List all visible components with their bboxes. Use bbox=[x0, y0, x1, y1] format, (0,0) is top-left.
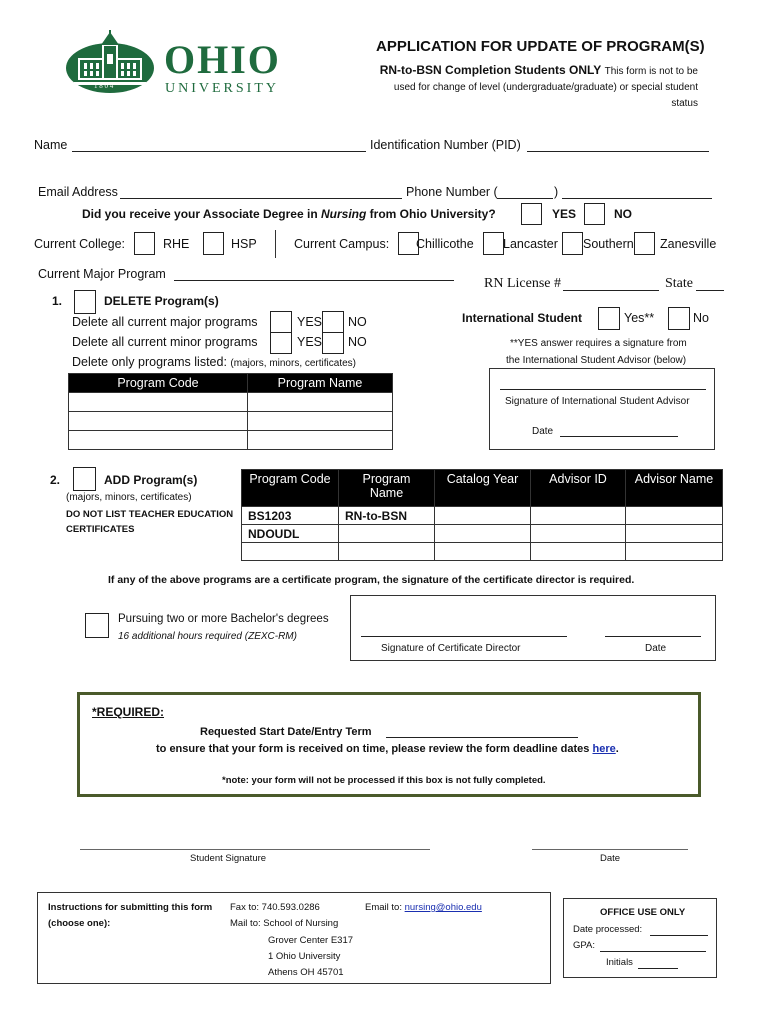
instructions-title-1: Instructions for submitting this form bbox=[48, 902, 213, 913]
office-gpa-field[interactable] bbox=[600, 951, 706, 952]
delete-listed-label bbox=[72, 355, 356, 369]
add-cell[interactable] bbox=[435, 525, 531, 543]
delete-major-no-checkbox[interactable] bbox=[322, 311, 344, 333]
add-number: 2. bbox=[50, 473, 61, 487]
add-cell[interactable] bbox=[242, 543, 339, 561]
mail-line-3: 1 Ohio University bbox=[268, 951, 341, 962]
add-cell[interactable] bbox=[339, 543, 435, 561]
delete-minor-yes: YES bbox=[297, 335, 323, 349]
college-divider bbox=[275, 230, 276, 258]
required-box bbox=[77, 692, 701, 797]
add-cell[interactable] bbox=[531, 507, 626, 525]
college-rhe-label: RHE bbox=[163, 237, 190, 251]
college-hsp-checkbox[interactable] bbox=[203, 232, 224, 255]
deadline-message: to ensure that your form is received on time, please review the form deadline dates bbox=[156, 743, 590, 755]
mail-line-1: Mail to: School of Nursing bbox=[230, 918, 339, 929]
assoc-post: from Ohio University? bbox=[366, 207, 496, 221]
phone-label: Phone Number ( bbox=[406, 185, 498, 199]
assoc-em: Nursing bbox=[320, 207, 367, 221]
add-cell[interactable] bbox=[435, 507, 531, 525]
add-col-advisor-id: Advisor ID bbox=[531, 470, 626, 507]
logo-ohio: OHIO bbox=[164, 37, 281, 82]
add-cell[interactable] bbox=[626, 543, 723, 561]
email-field[interactable] bbox=[120, 198, 402, 199]
mail-line-2: Grover Center E317 bbox=[268, 935, 354, 946]
campus-zanesville-label: Zanesville bbox=[660, 237, 717, 251]
add-col-catalog: Catalog Year bbox=[435, 470, 531, 507]
name-field[interactable] bbox=[72, 151, 366, 152]
cert-date-line[interactable] bbox=[605, 636, 701, 637]
campus-chillicothe-label: Chillicothe bbox=[416, 237, 474, 251]
assoc-no-label: NO bbox=[614, 207, 632, 221]
intl-date-label: Date bbox=[532, 426, 554, 437]
delete-cell[interactable] bbox=[248, 393, 393, 412]
start-label: Requested Start Date/Entry Term bbox=[200, 726, 372, 738]
campus-southern-label: Southern bbox=[583, 237, 634, 251]
two-degrees-checkbox[interactable] bbox=[85, 613, 109, 638]
campus-label: Current Campus: bbox=[294, 237, 390, 251]
add-cell[interactable]: NDOUDL bbox=[242, 525, 339, 543]
rn-license-field[interactable] bbox=[563, 290, 659, 291]
delete-heading: DELETE Program(s) bbox=[104, 294, 219, 308]
rn-license-label: RN License # bbox=[484, 276, 561, 291]
add-cell[interactable]: RN-to-BSN bbox=[339, 507, 435, 525]
add-col-advisor-name: Advisor Name bbox=[626, 470, 723, 507]
student-signature-label: Student Signature bbox=[190, 853, 267, 864]
international-yes: Yes** bbox=[624, 311, 655, 325]
state-field[interactable] bbox=[696, 290, 724, 291]
delete-col-name: Program Name bbox=[248, 374, 393, 393]
cert-signature-line[interactable] bbox=[361, 636, 567, 637]
logo-university: UNIVERSITY bbox=[165, 81, 279, 96]
delete-cell[interactable] bbox=[248, 412, 393, 431]
office-initials-field[interactable] bbox=[638, 968, 678, 969]
international-note-2: the International Student Advisor (below) bbox=[506, 355, 687, 366]
campus-southern-checkbox[interactable] bbox=[562, 232, 583, 255]
add-checkbox[interactable] bbox=[73, 467, 96, 491]
cert-signature-box bbox=[350, 595, 716, 661]
student-signature-line[interactable] bbox=[80, 849, 430, 850]
international-note-1: **YES answer requires a signature from bbox=[510, 338, 687, 349]
delete-major-yes-checkbox[interactable] bbox=[270, 311, 292, 333]
add-col-code: Program Code bbox=[242, 470, 339, 507]
delete-minor-yes-checkbox[interactable] bbox=[270, 332, 292, 354]
phone-number-field[interactable] bbox=[562, 198, 712, 199]
add-heading: ADD Program(s) bbox=[104, 473, 198, 487]
logo-year: 1 8 0 4 bbox=[94, 82, 114, 90]
add-cell[interactable] bbox=[626, 525, 723, 543]
student-date-label: Date bbox=[600, 853, 621, 864]
delete-listed-note: (majors, minors, certificates) bbox=[230, 358, 356, 369]
student-date-line[interactable] bbox=[532, 849, 688, 850]
campus-lancaster-label: Lancaster bbox=[503, 237, 558, 251]
office-initials: Initials bbox=[606, 957, 633, 968]
intl-date-line[interactable] bbox=[560, 436, 678, 437]
deadline-text bbox=[156, 743, 619, 755]
delete-checkbox[interactable] bbox=[74, 290, 96, 314]
add-col-name: Program Name bbox=[339, 470, 435, 507]
email-label: Email Address bbox=[38, 185, 118, 199]
add-cell[interactable] bbox=[531, 525, 626, 543]
campus-zanesville-checkbox[interactable] bbox=[634, 232, 655, 255]
subtitle-line-3: status bbox=[671, 98, 698, 109]
phone-area-field[interactable] bbox=[497, 198, 553, 199]
major-label: Current Major Program bbox=[38, 267, 166, 281]
delete-number: 1. bbox=[52, 294, 63, 308]
major-field[interactable] bbox=[174, 280, 454, 281]
pid-label: Identification Number (PID) bbox=[370, 138, 521, 152]
nursing-email-link[interactable]: nursing@ohio.edu bbox=[404, 902, 482, 913]
deadline-end: . bbox=[615, 743, 619, 755]
delete-minor-no-checkbox[interactable] bbox=[322, 332, 344, 354]
add-cell[interactable] bbox=[626, 507, 723, 525]
intl-signature-caption: Signature of International Student Advisor bbox=[505, 396, 690, 407]
add-table bbox=[241, 469, 723, 561]
delete-table bbox=[68, 373, 393, 450]
add-cell[interactable]: BS1203 bbox=[242, 507, 339, 525]
delete-minor-label: Delete all current minor programs bbox=[72, 335, 258, 349]
office-title: OFFICE USE ONLY bbox=[600, 907, 686, 918]
name-label: Name bbox=[34, 138, 68, 152]
email-label-text: Email to: bbox=[365, 902, 402, 913]
form-title: APPLICATION FOR UPDATE OF PROGRAM(S) bbox=[376, 38, 705, 55]
cert-date-label: Date bbox=[645, 643, 667, 654]
state-label: State bbox=[665, 276, 693, 291]
delete-listed-text: Delete only programs listed: bbox=[72, 355, 227, 369]
required-heading: *REQUIRED: bbox=[92, 705, 165, 719]
subtitle-note: This form is not to be bbox=[604, 66, 698, 77]
subtitle-line-1 bbox=[380, 63, 698, 77]
add-cell[interactable] bbox=[435, 543, 531, 561]
required-note: *note: your form will not be processed if this box is not fully completed. bbox=[222, 775, 546, 786]
college-hsp-label: HSP bbox=[231, 237, 257, 251]
add-warning-1: DO NOT LIST TEACHER EDUCATION bbox=[66, 509, 234, 520]
intl-signature-box bbox=[489, 368, 715, 450]
add-warning-2: CERTIFICATES bbox=[66, 524, 135, 535]
international-no-checkbox[interactable] bbox=[668, 307, 690, 330]
two-degrees-note: 16 additional hours required (ZEXC-RM) bbox=[118, 631, 297, 642]
instructions-title-2: (choose one): bbox=[48, 918, 111, 929]
pid-field[interactable] bbox=[527, 151, 709, 152]
delete-col-code: Program Code bbox=[69, 374, 248, 393]
college-label: Current College: bbox=[34, 237, 126, 251]
delete-cell[interactable] bbox=[69, 412, 248, 431]
add-cell[interactable] bbox=[531, 543, 626, 561]
email-line bbox=[365, 902, 482, 913]
international-label: International Student bbox=[462, 311, 582, 325]
mail-line-4: Athens OH 45701 bbox=[268, 967, 344, 978]
delete-minor-no: NO bbox=[348, 335, 367, 349]
delete-cell[interactable] bbox=[69, 393, 248, 412]
assoc-yes-label: YES bbox=[552, 207, 577, 221]
add-note: (majors, minors, certificates) bbox=[66, 492, 192, 503]
delete-cell[interactable] bbox=[248, 431, 393, 450]
assoc-no-checkbox[interactable] bbox=[584, 203, 605, 225]
delete-cell[interactable] bbox=[69, 431, 248, 450]
university-logo bbox=[64, 30, 284, 100]
phone-paren: ) bbox=[554, 185, 559, 199]
delete-major-label: Delete all current major programs bbox=[72, 315, 258, 329]
intl-signature-line[interactable] bbox=[500, 389, 706, 390]
start-field[interactable] bbox=[386, 737, 578, 738]
certificate-notice: If any of the above programs are a certificate program, the signature of the certificate director is required. bbox=[108, 574, 635, 586]
instructions-box bbox=[37, 892, 551, 984]
fax-line: Fax to: 740.593.0286 bbox=[230, 902, 320, 913]
assoc-pre: Did you receive your Associate Degree in bbox=[82, 207, 321, 221]
college-rhe-checkbox[interactable] bbox=[134, 232, 155, 255]
delete-major-yes: YES bbox=[297, 315, 323, 329]
subtitle-bold: RN-to-BSN Completion Students ONLY bbox=[379, 63, 602, 77]
subtitle-line-2: used for change of level (undergraduate/graduate) or special student bbox=[393, 82, 698, 93]
add-cell[interactable] bbox=[339, 525, 435, 543]
associate-question bbox=[82, 207, 496, 221]
office-date-processed: Date processed: bbox=[573, 924, 643, 935]
campus-lancaster-checkbox[interactable] bbox=[483, 232, 504, 255]
international-no: No bbox=[693, 311, 709, 325]
delete-major-no: NO bbox=[348, 315, 367, 329]
office-date-field[interactable] bbox=[650, 935, 708, 936]
office-gpa: GPA: bbox=[573, 940, 595, 951]
two-degrees-label: Pursuing two or more Bachelor's degrees bbox=[118, 613, 329, 625]
cert-signature-caption: Signature of Certificate Director bbox=[381, 643, 521, 654]
assoc-yes-checkbox[interactable] bbox=[521, 203, 542, 225]
office-use-box bbox=[563, 898, 717, 978]
deadline-link[interactable]: here bbox=[592, 743, 616, 755]
international-yes-checkbox[interactable] bbox=[598, 307, 620, 330]
